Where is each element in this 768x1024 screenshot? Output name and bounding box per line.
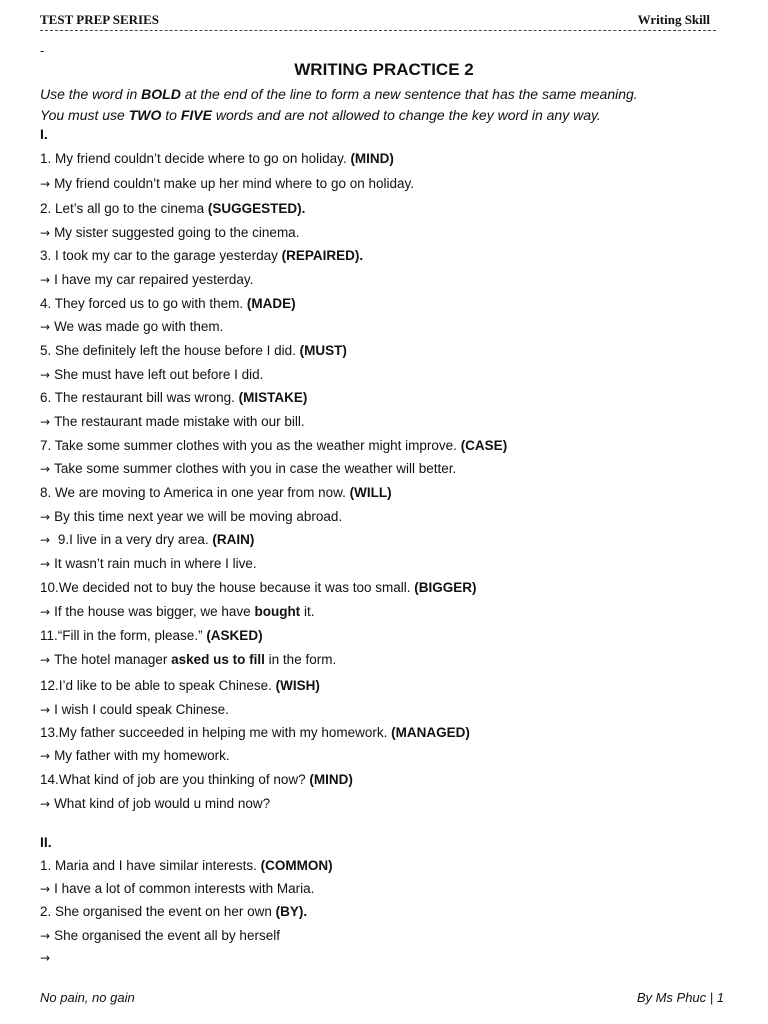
keyword: (MIND) — [350, 151, 394, 166]
answer-line: → My sister suggested going to the cinema. — [40, 225, 300, 240]
keyword: (MANAGED) — [391, 725, 470, 740]
answer-line: → The restaurant made mistake with our bill. — [40, 414, 305, 429]
keyword: (MIND) — [309, 772, 353, 787]
keyword: (WISH) — [275, 678, 320, 693]
arrow-icon: → — [40, 510, 51, 524]
answer-line: → We was made go with them. — [40, 319, 224, 334]
instruction-two: TWO — [128, 107, 162, 123]
keyword: (ASKED) — [206, 628, 263, 643]
keyword: (COMMON) — [260, 858, 333, 873]
arrow-icon: → — [40, 929, 51, 943]
question-line: 1. My friend couldn’t decide where to go on holiday. (MIND) — [40, 151, 394, 166]
answer-line: → The hotel manager asked us to fill in the form. — [40, 652, 337, 667]
arrow-icon: → — [40, 653, 51, 667]
instruction-bold-word: BOLD — [141, 86, 181, 102]
keyword: (MUST) — [299, 343, 347, 358]
keyword: (SUGGESTED). — [207, 201, 306, 216]
instruction-line-1: Use the word in BOLD at the end of the line to form a new sentence that has the same meaning. — [40, 86, 638, 102]
arrow-icon: → — [40, 882, 51, 896]
answer-line: → I wish I could speak Chinese. — [40, 702, 229, 717]
answer-line-empty — [40, 950, 54, 965]
arrow-icon: → — [40, 533, 51, 547]
keyword: (BIGGER) — [414, 580, 477, 595]
arrow-icon: → — [40, 226, 51, 240]
keyword: (MISTAKE) — [238, 390, 308, 405]
header-series: TEST PREP SERIES — [40, 12, 159, 27]
keyword: (WILL) — [349, 485, 392, 500]
question-line: 11.“Fill in the form, please.” (ASKED) — [40, 628, 263, 643]
arrow-icon: → — [40, 703, 51, 717]
keyword: (BY). — [275, 904, 308, 919]
question-line: 4. They forced us to go with them. (MADE) — [40, 296, 296, 311]
question-line: 1. Maria and I have similar interests. (COMMON) — [40, 858, 333, 873]
arrow-icon: → — [40, 320, 51, 334]
arrow-icon: → — [40, 177, 51, 191]
answer-line: → What kind of job would u mind now? — [40, 796, 271, 811]
page-footer — [40, 990, 724, 1010]
arrow-icon: → — [40, 797, 51, 811]
question-line: 14.What kind of job are you thinking of now? (MIND) — [40, 772, 353, 787]
question-line: 10.We decided not to buy the house because it was too small. (BIGGER) — [40, 580, 477, 595]
question-line: 8. We are moving to America in one year from now. (WILL) — [40, 485, 392, 500]
answer-line: → Take some summer clothes with you in case the weather will better. — [40, 461, 457, 476]
answer-line: → She organised the event all by herself — [40, 928, 280, 943]
arrow-icon: → — [40, 605, 51, 619]
keyword: (CASE) — [460, 438, 508, 453]
question-line: → 9.I live in a very dry area. (RAIN) — [40, 532, 255, 547]
question-line: 7. Take some summer clothes with you as the weather might improve. (CASE) — [40, 438, 508, 453]
header-divider — [40, 30, 716, 41]
keyword: (MADE) — [246, 296, 296, 311]
instruction-five: FIVE — [180, 107, 212, 123]
answer-line: → By this time next year we will be moving abroad. — [40, 509, 343, 524]
keyword: (RAIN) — [212, 532, 255, 547]
answer-line: → She must have left out before I did. — [40, 367, 264, 382]
question-line: 12.I’d like to be able to speak Chinese. (WISH) — [40, 678, 320, 693]
instructions — [40, 84, 740, 126]
arrow-icon: → — [40, 368, 51, 382]
question-line: 6. The restaurant bill was wrong. (MISTAKE) — [40, 390, 308, 405]
question-line: 2. She organised the event on her own (BY). — [40, 904, 308, 919]
answer-line: → My father with my homework. — [40, 748, 230, 763]
arrow-icon: → — [40, 273, 51, 287]
question-line: 3. I took my car to the garage yesterday (REPAIRED). — [40, 248, 364, 263]
answer-line: → If the house was bigger, we have bought it. — [40, 604, 315, 619]
dash-mark: - — [40, 43, 45, 58]
question-line: 13.My father succeeded in helping me with my homework. (MANAGED) — [40, 725, 470, 740]
header-subject: Writing Skill — [637, 12, 710, 27]
arrow-icon: → — [40, 951, 51, 965]
section-heading-1: I. — [40, 126, 48, 142]
answer-line: → I have my car repaired yesterday. — [40, 272, 254, 287]
keyword: (REPAIRED). — [281, 248, 364, 263]
footer-motto: No pain, no gain — [40, 990, 135, 1005]
footer-author-page: By Ms Phuc | 1 — [636, 990, 724, 1005]
arrow-icon: → — [40, 462, 51, 476]
section-heading-2: II. — [40, 834, 52, 850]
page-title: WRITING PRACTICE 2 — [294, 60, 474, 79]
answer-line: → My friend couldn’t make up her mind where to go on holiday. — [40, 176, 415, 191]
instruction-line-2: You must use TWO to FIVE words and are not allowed to change the key word in any way. — [40, 107, 601, 123]
arrow-icon: → — [40, 557, 51, 571]
question-line: 5. She definitely left the house before I did. (MUST) — [40, 343, 347, 358]
page-header — [40, 10, 710, 30]
answer-line: → I have a lot of common interests with Maria. — [40, 881, 315, 896]
arrow-icon: → — [40, 749, 51, 763]
answer-line: → It wasn’t rain much in where I live. — [40, 556, 257, 571]
question-line: 2. Let’s all go to the cinema (SUGGESTED). — [40, 201, 306, 216]
arrow-icon: → — [40, 415, 51, 429]
